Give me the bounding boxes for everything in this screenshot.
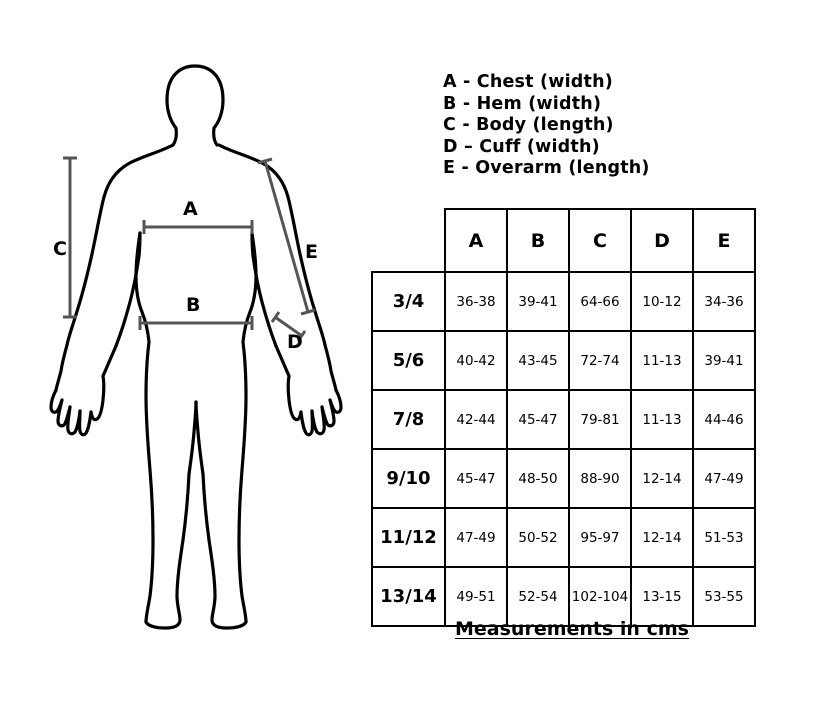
human-body-outline-icon bbox=[20, 40, 370, 640]
table-header-a: A bbox=[445, 209, 507, 272]
cell-c: 88-90 bbox=[569, 449, 631, 508]
table-header-c: C bbox=[569, 209, 631, 272]
legend-item-e: E - Overarm (length) bbox=[443, 158, 650, 178]
size-label: 9/10 bbox=[372, 449, 445, 508]
cell-c: 72-74 bbox=[569, 331, 631, 390]
size-label: 11/12 bbox=[372, 508, 445, 567]
cell-b: 45-47 bbox=[507, 390, 569, 449]
cell-b: 48-50 bbox=[507, 449, 569, 508]
hem-width-guide bbox=[140, 316, 252, 330]
legend-item-c: C - Body (length) bbox=[443, 115, 614, 135]
cell-b: 39-41 bbox=[507, 272, 569, 331]
cell-c: 102-104 bbox=[569, 567, 631, 626]
table-row bbox=[372, 449, 755, 508]
legend-item-b: B - Hem (width) bbox=[443, 93, 602, 114]
table-row bbox=[372, 390, 755, 449]
cell-e: 47-49 bbox=[693, 449, 755, 508]
cell-d: 11-13 bbox=[631, 331, 693, 390]
figure-label-c: C bbox=[53, 238, 67, 260]
cell-e: 51-53 bbox=[693, 508, 755, 567]
chest-width-guide bbox=[144, 220, 252, 234]
cell-e: 44-46 bbox=[693, 390, 755, 449]
cell-b: 50-52 bbox=[507, 508, 569, 567]
size-label: 7/8 bbox=[372, 390, 445, 449]
cell-a: 47-49 bbox=[445, 508, 507, 567]
cell-c: 95-97 bbox=[569, 508, 631, 567]
cell-b: 43-45 bbox=[507, 331, 569, 390]
table-header-e: E bbox=[693, 209, 755, 272]
cell-a: 45-47 bbox=[445, 449, 507, 508]
cell-a: 49-51 bbox=[445, 567, 507, 626]
table-row bbox=[372, 508, 755, 567]
table-row bbox=[372, 272, 755, 331]
table-header-row bbox=[372, 209, 755, 272]
body-figure-diagram bbox=[20, 40, 370, 640]
cell-a: 40-42 bbox=[445, 331, 507, 390]
cell-e: 39-41 bbox=[693, 331, 755, 390]
cell-d: 12-14 bbox=[631, 508, 693, 567]
cell-c: 64-66 bbox=[569, 272, 631, 331]
cell-e: 53-55 bbox=[693, 567, 755, 626]
legend-item-d: D – Cuff (width) bbox=[443, 136, 600, 157]
table-header-blank bbox=[372, 209, 445, 272]
figure-label-a: A bbox=[183, 198, 198, 220]
cell-d: 11-13 bbox=[631, 390, 693, 449]
size-label: 3/4 bbox=[372, 272, 445, 331]
legend-item-a: A - Chest (width) bbox=[443, 72, 613, 92]
cell-a: 42-44 bbox=[445, 390, 507, 449]
figure-label-b: B bbox=[186, 294, 201, 316]
table-header-b: B bbox=[507, 209, 569, 272]
table-row bbox=[372, 331, 755, 390]
cell-c: 79-81 bbox=[569, 390, 631, 449]
cell-d: 13-15 bbox=[631, 567, 693, 626]
overarm-length-guide bbox=[258, 159, 315, 314]
units-caption: Measurements in cms bbox=[455, 618, 689, 640]
cell-e: 34-36 bbox=[693, 272, 755, 331]
figure-label-d: D bbox=[287, 331, 303, 353]
size-label: 5/6 bbox=[372, 331, 445, 390]
figure-label-e: E bbox=[305, 241, 318, 263]
measurement-legend bbox=[443, 72, 783, 180]
table-header-d: D bbox=[631, 209, 693, 272]
cell-b: 52-54 bbox=[507, 567, 569, 626]
size-label: 13/14 bbox=[372, 567, 445, 626]
size-measurement-table bbox=[371, 208, 756, 627]
cell-a: 36-38 bbox=[445, 272, 507, 331]
cell-d: 10-12 bbox=[631, 272, 693, 331]
cell-d: 12-14 bbox=[631, 449, 693, 508]
